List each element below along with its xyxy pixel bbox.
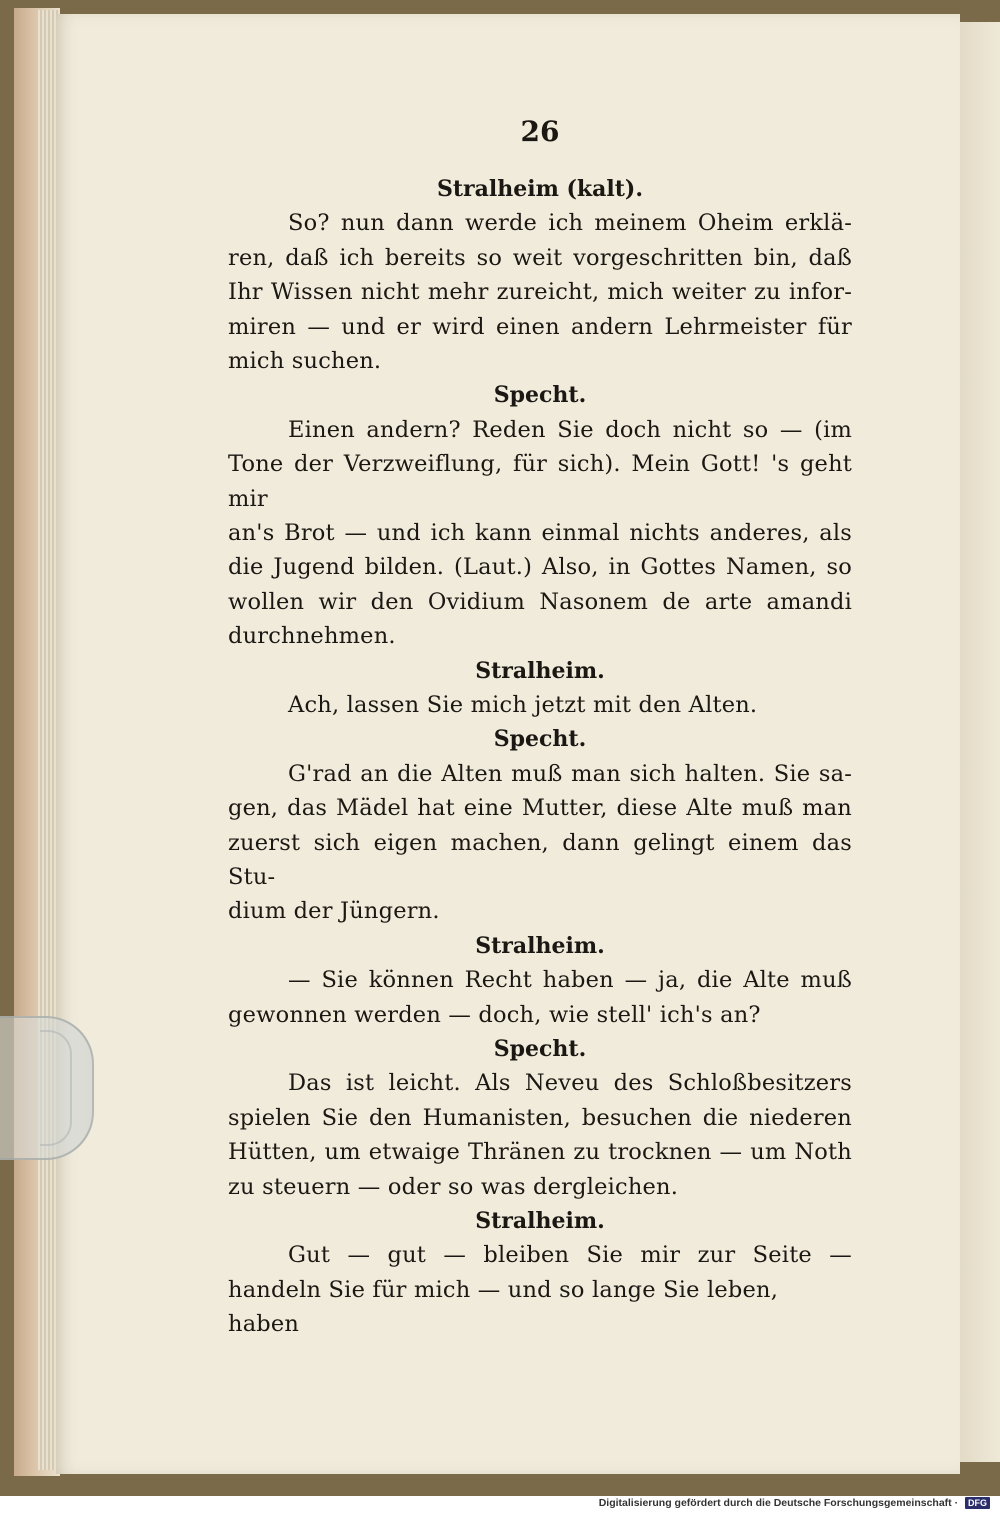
text-line: gewonnen werden — doch, wie stell' ich's an?	[228, 1001, 761, 1028]
footer-credit	[599, 1497, 990, 1509]
text-line: gen, das Mädel hat eine Mutter, diese Alte muß man	[228, 795, 852, 822]
dfg-logo: DFG	[965, 1497, 990, 1509]
footer-text: Digitalisierung gefördert durch die Deutsche Forschungsgemeinschaft ·	[598, 1497, 959, 1509]
text-line: Hütten, um etwaige Thränen zu trocknen — um Noth	[228, 1139, 852, 1166]
page-content	[228, 172, 852, 1342]
text-line: wollen wir den Ovidium Nasonem de arte amandi	[228, 588, 852, 615]
speaker-name: Specht.	[493, 1036, 587, 1063]
speaker-name: Specht.	[493, 726, 587, 753]
text-line: handeln Sie für mich — und so lange Sie leben, haben	[228, 1276, 779, 1338]
speaker-name: Stralheim.	[475, 932, 605, 959]
speaker-name: Stralheim.	[475, 657, 605, 684]
text-line: Das ist leicht. Als Neveu des Schloßbesitzers	[288, 1070, 852, 1097]
text-line: So? nun dann werde ich meinem Oheim erklä-	[288, 210, 852, 237]
text-line: Ihr Wissen nicht mehr zureicht, mich weiter zu infor-	[228, 279, 852, 306]
text-line: Tone der Verzweiflung, für sich). Mein Gott! 's geht mir	[228, 451, 852, 512]
dialogue-paragraph	[228, 757, 852, 929]
text-line: durchnehmen.	[228, 623, 396, 650]
text-line: Ach, lassen Sie mich jetzt mit den Alten.	[288, 692, 758, 719]
text-line: Einen andern? Reden Sie doch nicht so — (im	[288, 416, 852, 443]
speaker-name: Stralheim (kalt).	[436, 176, 644, 202]
text-line: spielen Sie den Humanisten, besuchen die niederen	[228, 1104, 852, 1131]
text-line: ren, daß ich bereits so weit vorgeschritten bin, daß	[228, 244, 852, 271]
text-line: die Jugend bilden. (Laut.) Also, in Gottes Namen, so	[228, 554, 852, 581]
dialogue-paragraph	[228, 1066, 852, 1204]
speaker-name: Specht.	[493, 382, 587, 409]
dialogue-paragraph	[228, 688, 852, 722]
dialogue-paragraph	[228, 963, 852, 1032]
text-line: dium der Jüngern.	[228, 898, 440, 925]
text-line: mich suchen.	[228, 348, 382, 375]
text-line: zu steuern — oder so was dergleichen.	[228, 1173, 679, 1200]
page-text	[228, 108, 852, 1342]
dialogue-paragraph	[228, 413, 852, 654]
dialogue-paragraph	[228, 206, 852, 378]
text-line: — Sie können Recht haben — ja, die Alte muß	[288, 967, 852, 994]
dialogue-paragraph	[228, 1238, 852, 1341]
text-line: zuerst sich eigen machen, dann gelingt einem das Stu-	[228, 829, 852, 891]
text-line: G'rad an die Alten muß man sich halten. Sie sa-	[288, 760, 852, 787]
text-line: miren — und er wird einen andern Lehrmeister für	[228, 313, 852, 340]
speaker-name: Stralheim.	[475, 1208, 605, 1235]
page-number: 26	[520, 115, 560, 148]
text-line: an's Brot — und ich kann einmal nichts anderes, als	[228, 520, 852, 547]
text-line: Gut — gut — bleiben Sie mir zur Seite —	[288, 1242, 852, 1269]
page-clip-inner	[40, 1030, 72, 1146]
